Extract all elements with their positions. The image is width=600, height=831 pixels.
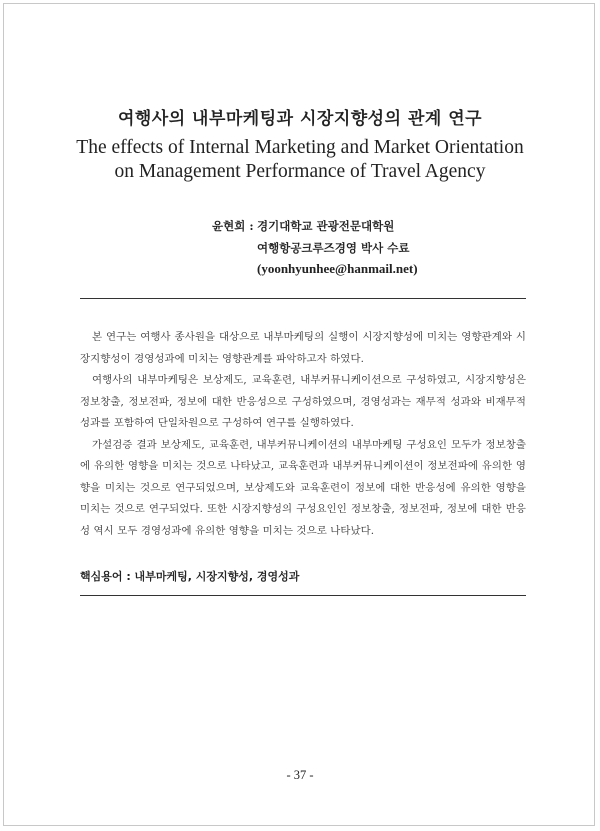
english-title-line-2: on Management Performance of Travel Agency [114, 161, 486, 182]
abstract-paragraph-3: 가설검증 결과 보상제도, 교육훈련, 내부커뮤니케이션의 내부마케팅 구성요인 모두가 정보창출에 유의한 영향을 미치는 것으로 나타났고, 교육훈련과 내부커뮤니케이션이 정보전파에 유의한 영향을 미치는 것으로 연구되었으며, 보상제도와 교육훈련이 정보에 대한 반응성에 유의한 영향을 미치는 것으로 연구되었다. 또한 시장지향성의 구성요인인 정보창출, 정보전파, 정보에 대한 반응성 역시 모두 경영성과에 유의한 영향을 미치는 것으로 나타났다. [80, 438, 526, 537]
author-email: (yoonhyunhee@hanmail.net) [257, 261, 418, 276]
korean-title: 여행사의 내부마케팅과 시장지향성의 관계 연구 [117, 109, 483, 129]
abstract-top-rule [80, 298, 526, 299]
abstract-paragraph-1: 본 연구는 여행사 종사원을 대상으로 내부마케팅의 실행이 시장지향성에 미치는 영향관계와 시장지향성이 경영성과에 미치는 영향관계를 파악하고자 하였다. [80, 331, 526, 365]
abstract [80, 327, 526, 542]
abstract-paragraph-2: 여행사의 내부마케팅은 보상제도, 교육훈련, 내부커뮤니케이션으로 구성하였고, 시장지향성은 정보창출, 정보전파, 정보에 대한 반응성으로 구성하였으며, 경영성과는 재무적 성과와 비재무적 성과를 포함하여 단일차원으로 구성하여 연구를 실행하였다. [80, 374, 526, 429]
english-title-line-1: The effects of Internal Marketing and Market Orientation [76, 137, 524, 158]
abstract-bottom-rule [80, 595, 526, 596]
author-name: 윤현희 : [212, 219, 254, 233]
author-affiliation-2: 여행항공크루즈경영 박사 수료 [257, 241, 410, 255]
page-number: - 37 - [286, 768, 314, 782]
keywords: 핵심용어 : 내부마케팅, 시장지향성, 경영성과 [80, 570, 300, 583]
author-affiliation-1: 경기대학교 관광전문대학원 [257, 219, 395, 233]
